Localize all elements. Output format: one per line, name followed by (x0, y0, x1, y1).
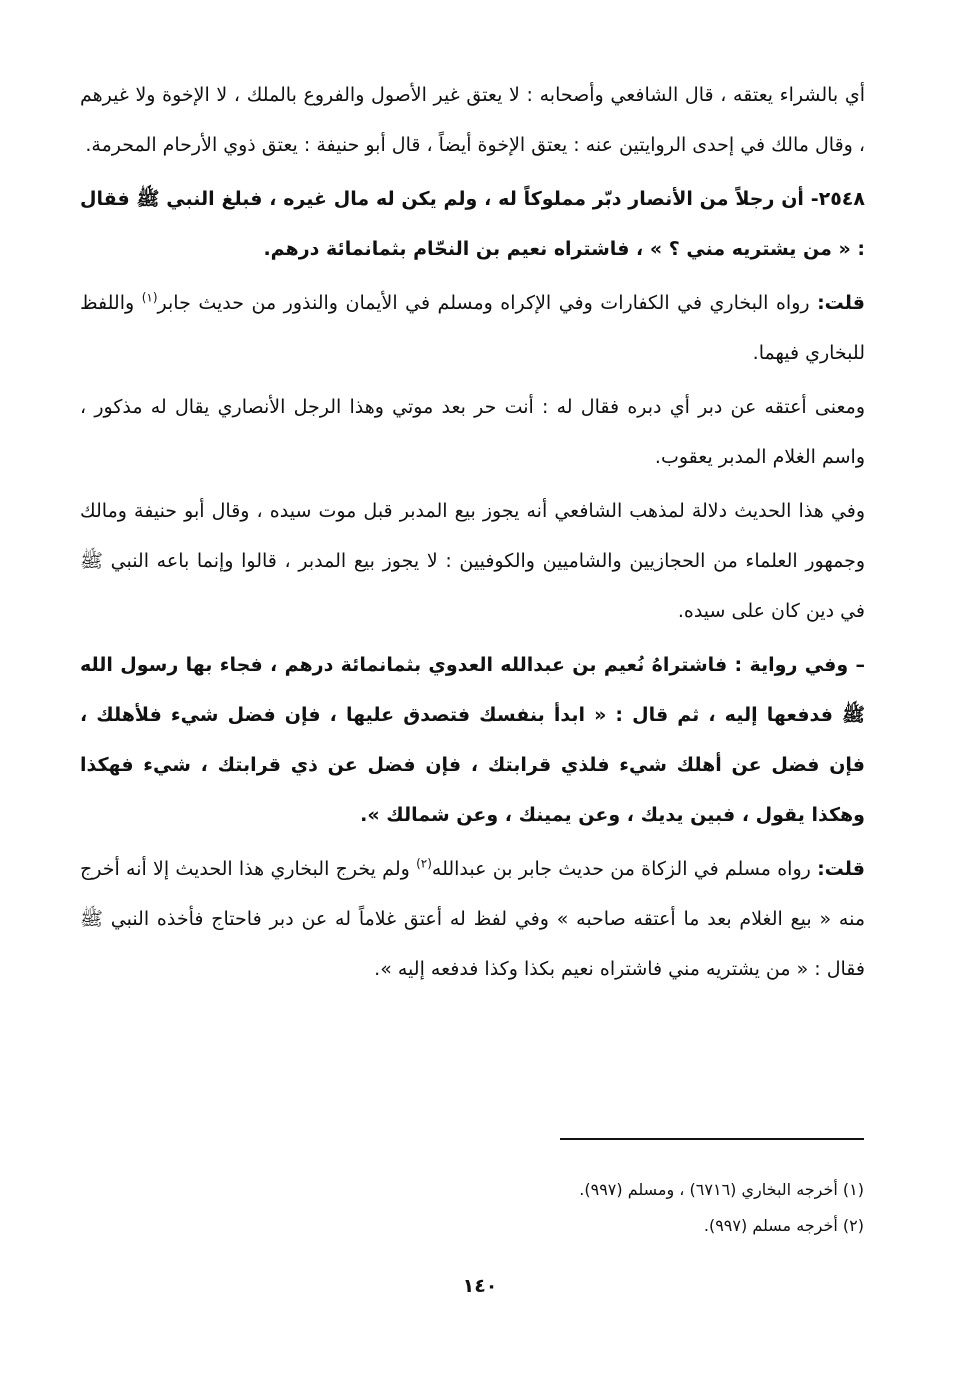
hadith-riwaya: – وفي رواية : فاشتراهُ نُعيم بن عبدالله العدوي بثمانمائة درهم ، فجاء بها رسول الله ﷺ فدفعها إليه ، ثم قال : « ابدأ بنفسك فتصدق عليها ، فإن فضل شيء فلأهلك ، فإن فضل عن أهلك شيء فلذي قرابتك ، فإن فضل عن ذي قرابتك ، شيء فهكذا وهكذا يقول ، فبين يديك ، وعن يمينك ، وعن شمالك ». (80, 654, 865, 826)
footnotes (400, 1172, 864, 1244)
hadith-2548: ٢٥٤٨- أن رجلاً من الأنصار دبّر مملوكاً له ، ولم يكن له مال غيره ، فبلغ النبي ﷺ فقال : « من يشتريه مني ؟ » ، فاشتراه نعيم بن النحّام بثمانمائة درهم. (80, 188, 865, 260)
paragraph-qult-1 (80, 278, 865, 378)
qult-text-2-end: ولم يخرج البخاري هذا الحديث إلا أنه أخرج منه « بيع الغلام بعد ما أعتقه صاحبه » وفي لفظ له أعتق غلاماً له عن دبر فاحتاج فأخذه النبي ﷺ فقال : « من يشتريه مني فاشتراه نعيم بكذا وكذا فدفعه إليه ». (80, 858, 865, 980)
paragraph-1: أي بالشراء يعتقه ، قال الشافعي وأصحابه : لا يعتق غير الأصول والفروع بالملك ، لا الإخوة ولا غيرهم ، وقال مالك في إحدى الروايتين عنه : يعتق الإخوة أيضاً ، قال أبو حنيفة : يعتق ذوي الأرحام المحرمة. (80, 84, 865, 156)
page-number: ١٤٠ (462, 1275, 498, 1297)
qult-label-2: قلت: (817, 858, 865, 880)
paragraph-qult-2 (80, 844, 865, 994)
paragraph-meaning: ومعنى أعتقه عن دبر أي دبره فقال له : أنت حر بعد موتي وهذا الرجل الأنصاري يقال له مذكور ، واسم الغلام المدبر يعقوب. (80, 396, 865, 468)
qult-text: رواه البخاري في الكفارات وفي الإكراه ومسلم في الأيمان والنذور من حديث جابر (157, 292, 810, 314)
page-body (80, 70, 865, 998)
footnote-divider (560, 1138, 864, 1140)
qult-label: قلت: (817, 292, 865, 314)
footnote-1: (١) أخرجه البخاري (٦٧١٦) ، ومسلم (٩٩٧). (579, 1180, 864, 1199)
qult-text-end: واللفظ للبخاري فيهما. (80, 292, 865, 364)
footnote-2: (٢) أخرجه مسلم (٩٩٧). (703, 1216, 864, 1235)
footnote-ref-1: (١) (141, 290, 158, 305)
footnote-ref-2: (٢) (416, 856, 432, 871)
paragraph-ruling: وفي هذا الحديث دلالة لمذهب الشافعي أنه يجوز بيع المدبر قبل موت سيده ، وقال أبو حنيفة ومالك وجمهور العلماء من الحجازيين والشاميين والكوفيين : لا يجوز بيع المدبر ، قالوا وإنما باعه النبي ﷺ في دين كان على سيده. (80, 500, 865, 622)
qult-text-2: رواه مسلم في الزكاة من حديث جابر بن عبدالله (431, 858, 811, 880)
